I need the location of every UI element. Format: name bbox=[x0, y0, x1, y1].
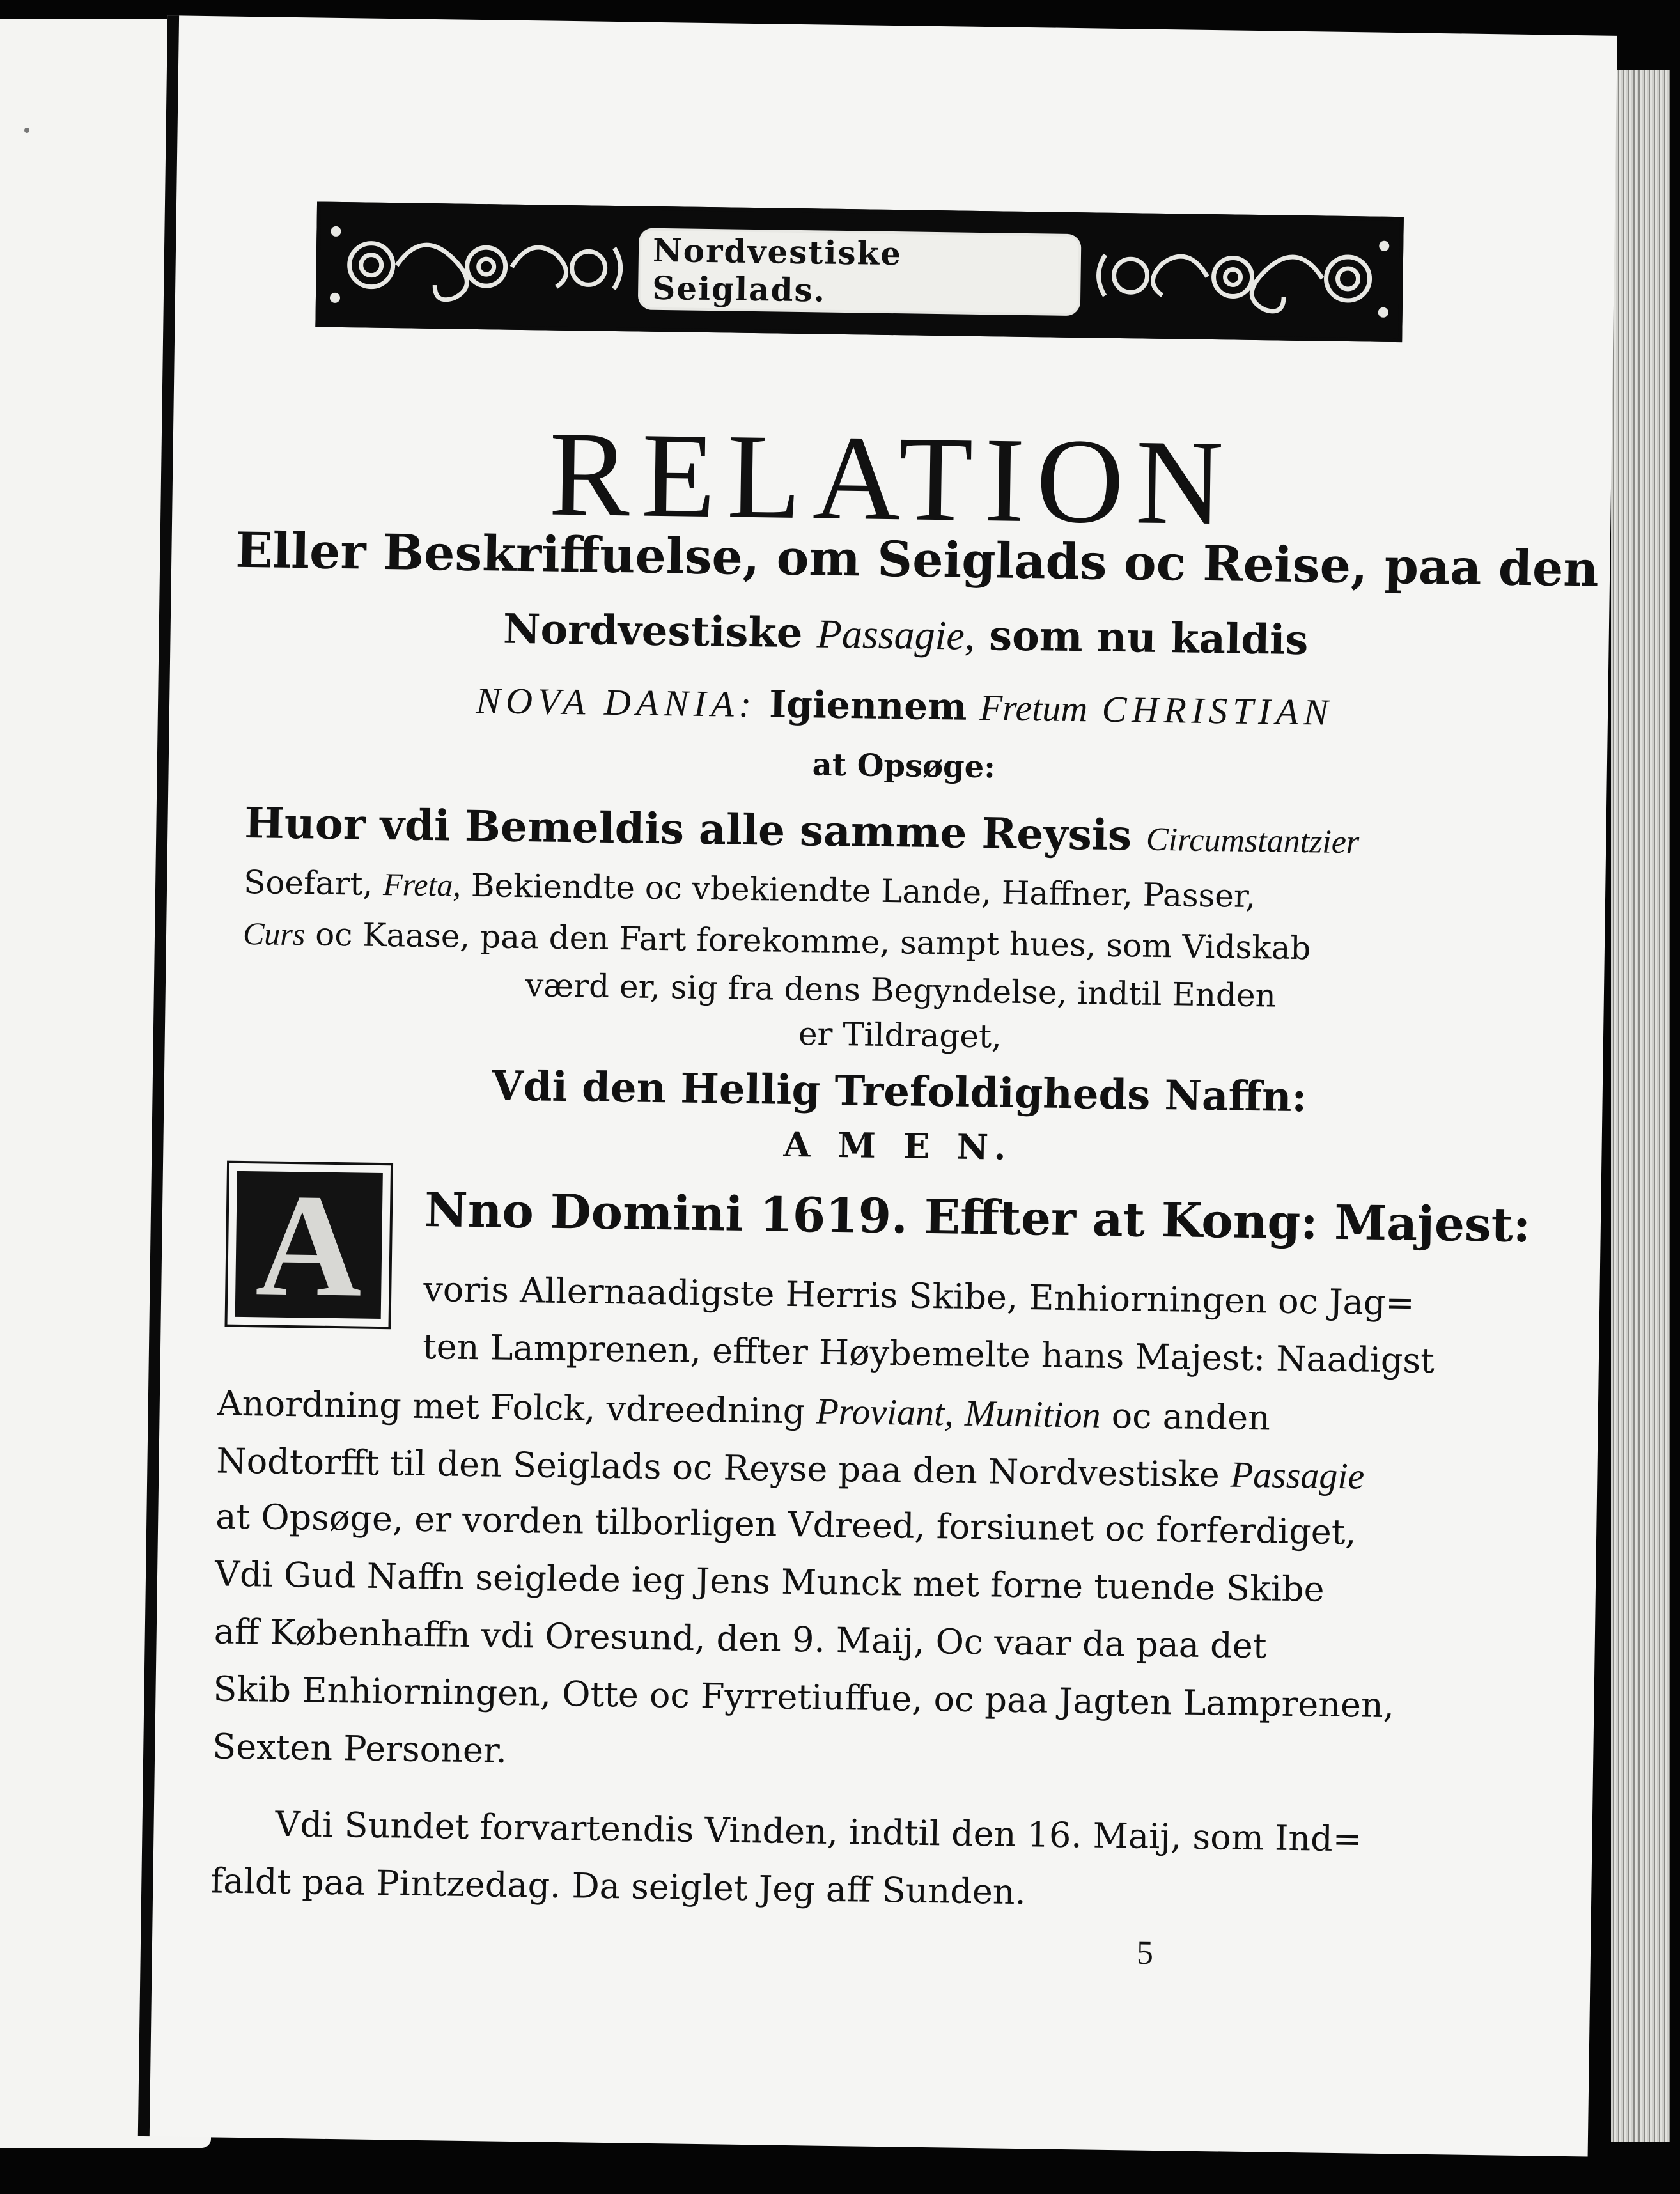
page-edges bbox=[1611, 70, 1670, 2142]
drop-cap-letter: A bbox=[254, 1162, 364, 1328]
drop-cap-ornament bbox=[235, 1162, 383, 1328]
subtitle-line-7: Curs oc Kaase, paa den Fart forekomme, sampt hues, som Vidskab bbox=[242, 915, 1311, 967]
book-page bbox=[138, 15, 1617, 2156]
subtitle-line-10: Vdi den Hellig Trefoldigheds Naffn: bbox=[491, 1062, 1307, 1122]
ornamental-banner bbox=[315, 201, 1404, 342]
body-line-8: aff Københaffn vdi Oresund, den 9. Maij, Oc vaar da paa det bbox=[214, 1611, 1267, 1667]
body-line-4: Anordning met Folck, vdreedning Proviant, Munition oc anden bbox=[217, 1383, 1271, 1438]
subtitle-line-5: Huor vdi Bemeldis alle samme Reysis Circumstantzier bbox=[244, 797, 1360, 861]
body-line-2: voris Allernaadigste Herris Skibe, Enhiorningen oc Jag= bbox=[423, 1268, 1415, 1323]
subtitle-line-4: at Opsøge: bbox=[812, 747, 996, 786]
page-title: RELATION bbox=[548, 407, 1236, 551]
subtitle-line-8: værd er, sig fra dens Begyndelse, indtil Enden bbox=[525, 967, 1277, 1015]
drop-cap bbox=[224, 1161, 393, 1330]
ink-speck bbox=[24, 128, 29, 133]
body-line-9: Skib Enhiorningen, Otte oc Fyrretiuffue, oc paa Jagten Lamprenen, bbox=[213, 1669, 1395, 1726]
subtitle-line-11: A M E N. bbox=[783, 1123, 1014, 1168]
body-line-1: Nno Domini 1619. Effter at Kong: Majest: bbox=[424, 1182, 1531, 1254]
subtitle-line-1: Eller Beskriffuelse, om Seiglads oc Reise, paa den bbox=[235, 521, 1599, 598]
body-line-12: faldt paa Pintzedag. Da seiglet Jeg aff Sunden. bbox=[210, 1860, 1027, 1913]
body-line-5: Nodtorfft til den Seiglads oc Reyse paa den Nordvestiske Passagie bbox=[216, 1440, 1365, 1497]
body-line-3: ten Lamprenen, effter Høybemelte hans Majest: Naadigst bbox=[422, 1326, 1435, 1381]
body-line-10: Sexten Personer. bbox=[212, 1726, 508, 1771]
subtitle-line-2: Nordvestiske Passagie, som nu kaldis bbox=[502, 605, 1309, 665]
body-line-11: Vdi Sundet forvartendis Vinden, indtil den 16. Maij, som Ind= bbox=[275, 1803, 1362, 1860]
page-number: 5 bbox=[1136, 1934, 1154, 1972]
running-head: Nordvestiske Seiglads. bbox=[651, 231, 903, 309]
subtitle-line-6: Soefart, Freta, Bekiendte oc vbekiendte Lande, Haffner, Passer, bbox=[243, 863, 1256, 915]
body-line-7: Vdi Gud Naffn seiglede ieg Jens Munck met forne tuende Skibe bbox=[214, 1553, 1325, 1610]
body-line-6: at Opsøge, er vorden tilborligen Vdreed, forsiunet oc forferdiget, bbox=[215, 1496, 1357, 1553]
subtitle-line-3: NOVA DANIA: Igiennem Fretum CHRISTIAN bbox=[476, 680, 1334, 733]
subtitle-line-9: er Tildraget, bbox=[798, 1015, 1002, 1055]
